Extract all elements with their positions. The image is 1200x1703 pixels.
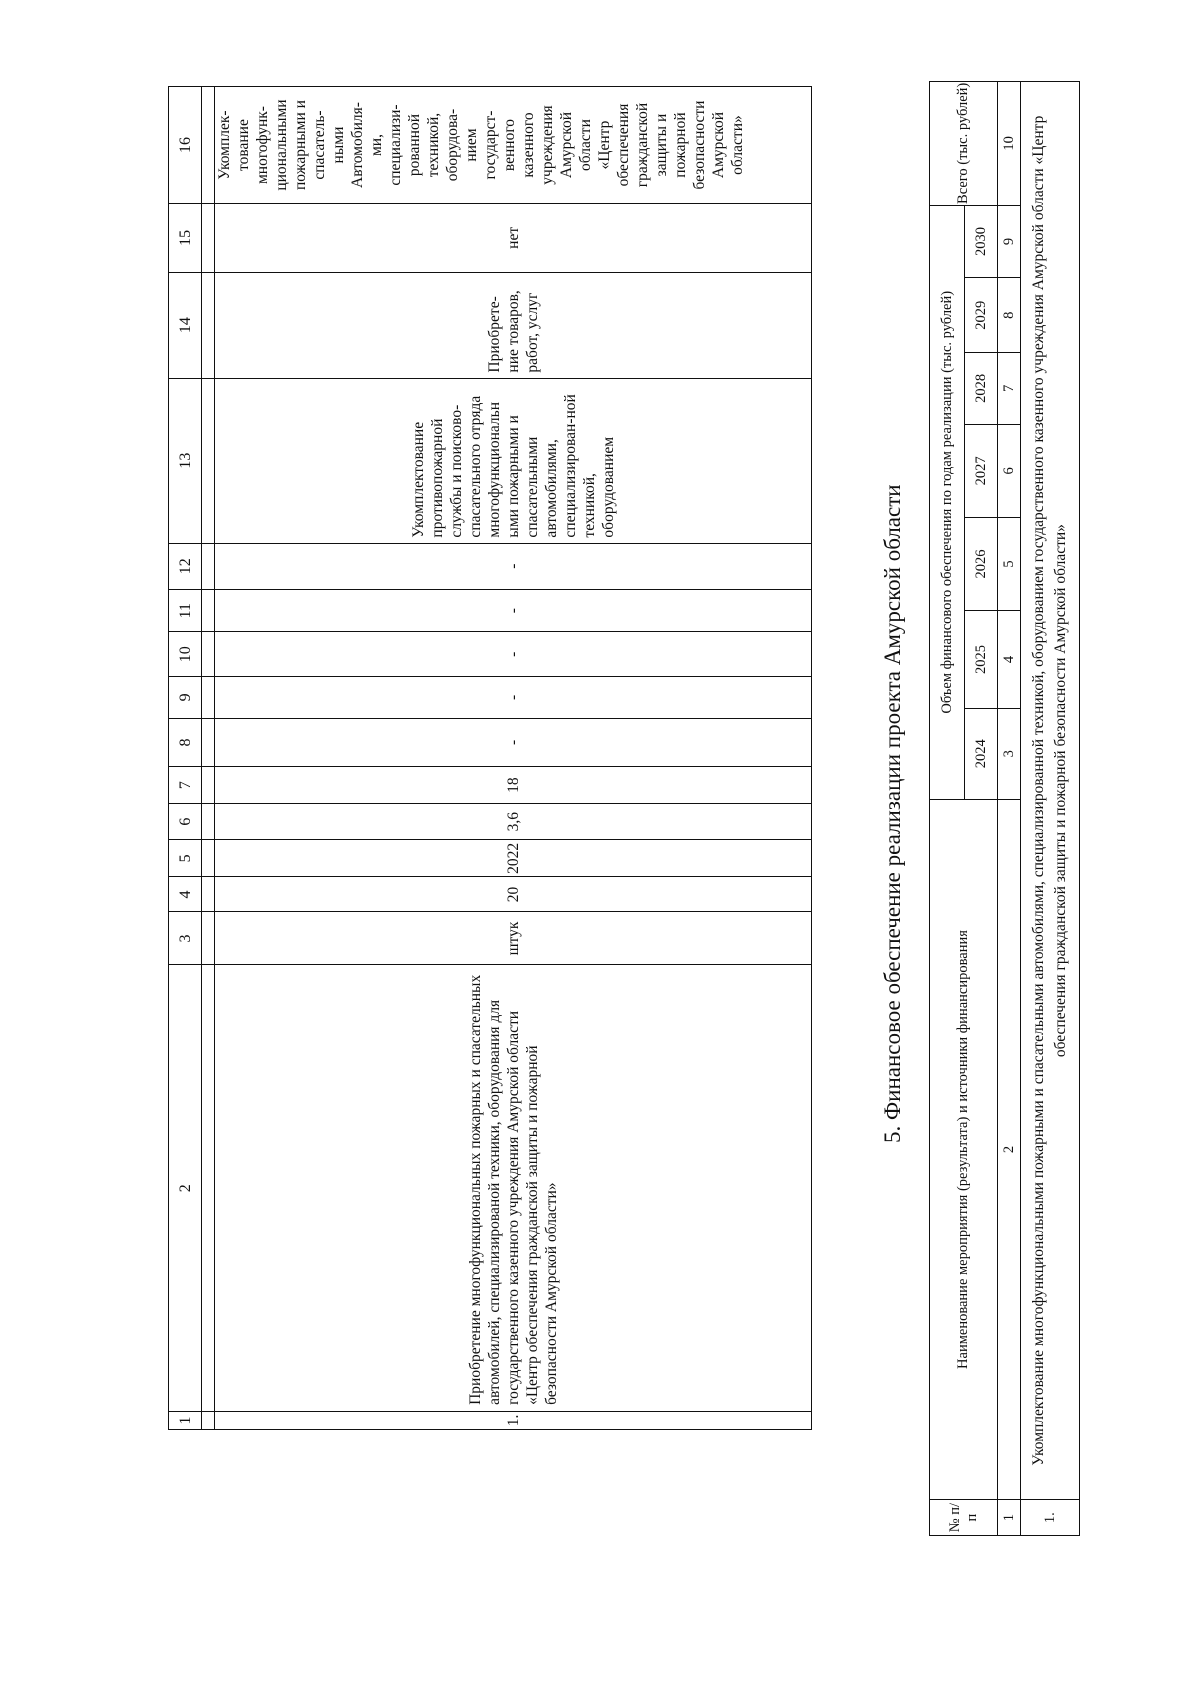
link-cell-line: казенного — [520, 112, 537, 178]
col-header: 3 — [169, 912, 202, 965]
total-header: Всего (тыс. рублей) — [930, 82, 998, 206]
table-row — [215, 87, 812, 1430]
col-number: 5 — [998, 517, 1021, 610]
row-number: 1. — [215, 1411, 812, 1429]
link-cell-line: «Центр — [596, 120, 613, 170]
link-cell-line: Амурской — [710, 111, 727, 179]
year-header: 2029 — [965, 278, 998, 353]
link-cell-line: гражданской — [634, 102, 651, 188]
col-header: 16 — [169, 87, 202, 204]
col-number: 3 — [998, 708, 1021, 799]
link-cell-line: тование — [235, 119, 252, 171]
col-number: 8 — [998, 278, 1021, 353]
table-row — [1021, 82, 1080, 1536]
link-cell-line: учреждения — [539, 105, 556, 185]
type-cell: Приобрете-ние товаров, работ, услуг — [215, 272, 812, 378]
link-cell-line: специализи- — [387, 104, 404, 186]
link-cell-line: техникой, — [425, 112, 442, 178]
year-header: 2024 — [965, 708, 998, 799]
col-header: 2 — [169, 965, 202, 1411]
col-header: 10 — [169, 632, 202, 677]
financing-table — [929, 81, 1080, 1536]
value-cell: - — [215, 718, 812, 767]
link-cell-line: Амурской — [558, 111, 575, 179]
link-cell-line: области — [577, 119, 594, 171]
col-number: 1 — [998, 1500, 1021, 1536]
activity-description: Укомплектование многофункциональными пожарными и спасательными автомобилями, специализированной техникой, оборудованием государственного казенного учреждения Амурской области «Центр обеспечения гражданской защиты и пожарной безопасности Амурской области» — [1021, 82, 1080, 1500]
name-header: Наименование мероприятия (результата) и источники финансирования — [930, 799, 998, 1499]
unit-cell: штук — [215, 912, 812, 965]
value-cell: 3,6 — [215, 803, 812, 839]
col-header: 9 — [169, 677, 202, 719]
col-header: 13 — [169, 378, 202, 543]
base-year-cell: 2022 — [215, 840, 812, 877]
link-cell-line: безопасности — [691, 100, 708, 190]
spacer-row — [202, 87, 215, 1430]
link-cell-line: ми, — [368, 134, 385, 157]
column-number-row — [998, 82, 1021, 1536]
col-number: 4 — [998, 611, 1021, 709]
year-header: 2026 — [965, 517, 998, 610]
link-cell-line: спасатель- — [311, 110, 328, 180]
project-results-table — [168, 86, 812, 1430]
year-header: 2025 — [965, 611, 998, 709]
row-number: 1. — [1021, 1500, 1080, 1536]
year-header: 2027 — [965, 424, 998, 517]
col-number: 2 — [998, 799, 1021, 1499]
link-cell-line: государст- — [482, 110, 499, 180]
link-cell — [215, 87, 812, 204]
col-number: 6 — [998, 424, 1021, 517]
col-header: 8 — [169, 718, 202, 767]
flag-cell: нет — [215, 204, 812, 273]
col-header: 14 — [169, 272, 202, 378]
value-cell: 18 — [215, 767, 812, 804]
col-header: 4 — [169, 877, 202, 912]
link-cell-line: пожарной — [672, 112, 689, 178]
value-cell: - — [215, 543, 812, 589]
col-header: 12 — [169, 543, 202, 589]
link-cell-line: ными — [330, 126, 347, 164]
link-cell-line: оборудова- — [444, 108, 461, 182]
link-cell-line: области» — [729, 115, 746, 175]
link-cell-line: рованной — [406, 113, 423, 177]
link-cell-line: Укомплек- — [216, 110, 233, 180]
value-cell: - — [215, 677, 812, 719]
link-cell-line: венного — [501, 118, 518, 172]
year-header: 2028 — [965, 353, 998, 425]
col-header: 1 — [169, 1411, 202, 1429]
link-cell-line: пожарными и — [292, 100, 309, 191]
col-header: 15 — [169, 204, 202, 273]
link-cell-line: нием — [463, 128, 480, 162]
col-header: 5 — [169, 840, 202, 877]
col-header: 6 — [169, 803, 202, 839]
link-cell-line: защиты и — [653, 113, 670, 177]
link-cell-line: многофунк- — [254, 106, 271, 185]
header-row — [930, 82, 965, 1536]
col-header: 7 — [169, 767, 202, 804]
volume-header: Объем финансового обеспечения по годам реализации (тыс. рублей) — [930, 205, 965, 799]
value-cell: 20 — [215, 877, 812, 912]
number-header: № п/п — [930, 1500, 998, 1536]
col-header: 11 — [169, 589, 202, 632]
activity-name: Приобретение многофункциональных пожарных и спасательных автомобилей, специализированой техники, оборудования для государственного казенного учреждения Амурской области «Центр обеспечения гражданской защиты и пожарной безопасности Амурской области» — [215, 965, 812, 1411]
year-header: 2030 — [965, 205, 998, 278]
col-number: 9 — [998, 205, 1021, 278]
col-number: 7 — [998, 353, 1021, 425]
value-cell: - — [215, 632, 812, 677]
characteristic-cell: Укомплектование противопожарной службы и поисково-спасательного отряда многофункциональн ыми пожарными и спасательными автомобилями, специализирован-ной техникой, оборудованием — [215, 378, 812, 543]
link-cell-line: циональными — [273, 99, 290, 191]
col-number: 10 — [998, 82, 1021, 206]
section-title: 5. Финансовое обеспечение реализации проекта Амурской области — [880, 484, 905, 1143]
link-cell-line: Автомобиля- — [349, 102, 366, 188]
header-row — [169, 87, 202, 1430]
value-cell: - — [215, 589, 812, 632]
link-cell-line: обеспечения — [615, 103, 632, 187]
